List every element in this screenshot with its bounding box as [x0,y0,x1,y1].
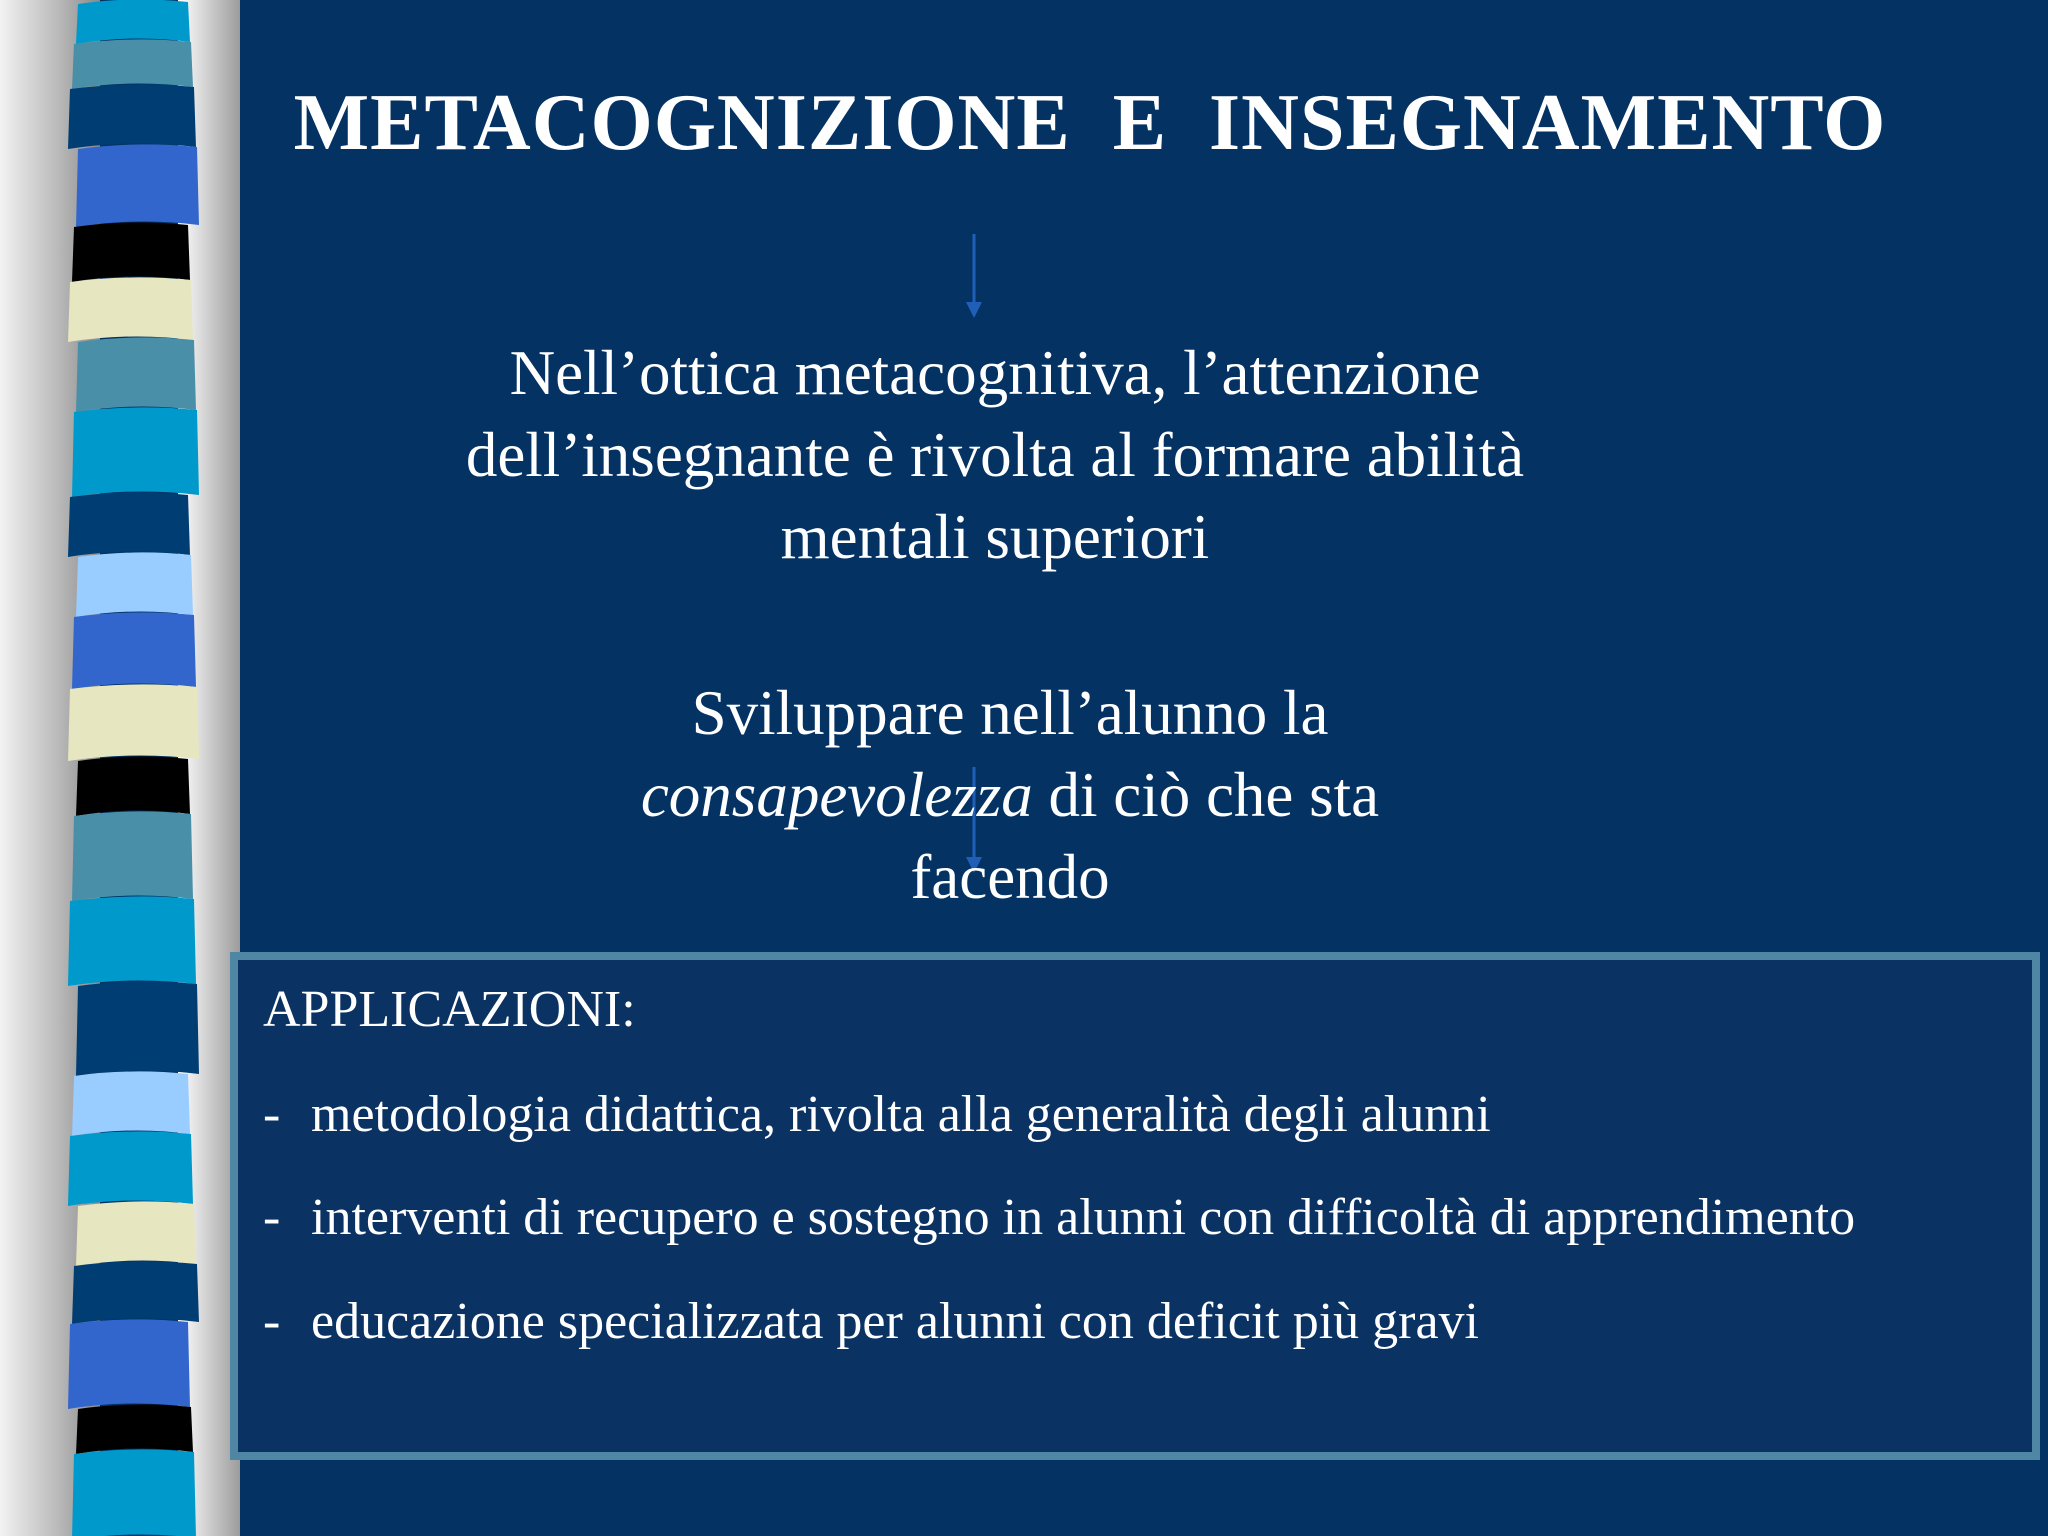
decorative-stripe [72,222,190,282]
paragraph-line: dell’insegnante è rivolta al formare abilità [465,420,1525,490]
decorative-stripe [68,84,196,149]
decorative-stripe [68,492,190,557]
paragraph-line [520,754,1500,836]
decorative-stripe [76,0,190,44]
decorative-stripe-border [0,0,240,1536]
decorative-stripe [76,552,193,617]
decorative-stripe [72,1071,190,1136]
list-item [263,1188,1855,1247]
decorative-stripe [68,1131,193,1206]
list-item-text: interventi di recupero e sostegno in alunni con difficoltà di apprendimento [311,1189,1856,1246]
decorative-stripe [76,144,199,227]
decorative-stripe [72,407,199,497]
emphasis-text: consapevolezza [640,760,1033,830]
metacognitive-paragraph [395,332,1595,578]
awareness-paragraph [520,672,1500,918]
slide-title: METACOGNIZIONE E INSEGNAMENTO [293,79,1887,167]
arrow-down-icon [962,232,986,320]
applications-box [230,952,2040,1460]
paragraph-line: facendo [910,842,1110,912]
applications-heading: APPLICAZIONI: [263,981,636,1038]
decorative-stripe [76,981,199,1076]
decorative-stripe [72,811,193,901]
bullet-dash: - [263,1293,281,1350]
paragraph-line: Nell’ottica metacognitiva, l’attenzione [509,338,1481,408]
decorative-stripe [76,337,196,412]
bullet-dash: - [263,1189,281,1246]
list-item-text: metodologia didattica, rivolta alla generalità degli alunni [311,1086,1491,1143]
paragraph-text: di ciò che sta [1032,760,1380,830]
decorative-stripe [68,1319,190,1409]
paragraph-line: mentali superiori [780,502,1210,572]
list-item [263,1292,1479,1351]
decorative-stripe [72,1261,199,1324]
list-item-text: educazione specializzata per alunni con deficit più gravi [311,1293,1479,1350]
list-item [263,1085,1491,1144]
decorative-stripe [72,39,193,89]
paragraph-line: Sviluppare nell’alunno la [691,678,1329,748]
decorative-stripe [76,1201,196,1266]
decorative-stripe [72,1449,196,1536]
decorative-stripe [72,612,196,689]
bullet-dash: - [263,1086,281,1143]
decorative-stripe [68,277,193,342]
decorative-stripe [76,1404,193,1454]
decorative-stripe [76,756,190,816]
decorative-stripe [68,896,196,986]
decorative-stripe [68,684,199,761]
